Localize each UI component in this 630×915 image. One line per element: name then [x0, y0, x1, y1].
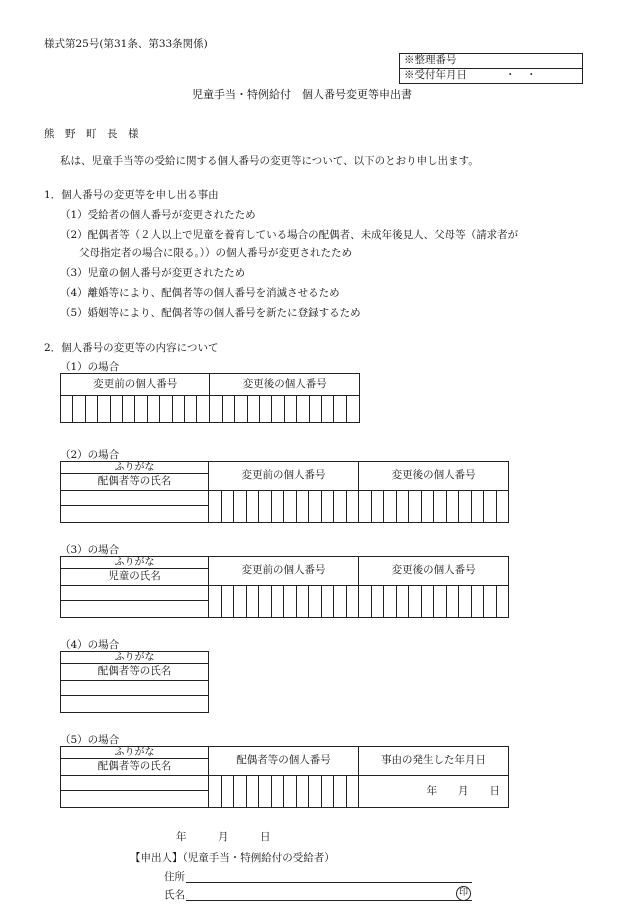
case5-number-header: 配偶者等の個人番号: [209, 747, 359, 776]
digit-cell[interactable]: [321, 396, 333, 423]
digit-cell[interactable]: [221, 586, 234, 618]
case5-date-input[interactable]: [359, 776, 509, 808]
digit-cell[interactable]: [409, 491, 422, 523]
address-input-line[interactable]: [186, 882, 472, 883]
digit-cell[interactable]: [209, 491, 222, 523]
case1-label: （1）の場合: [60, 361, 120, 373]
ref-no-label: ※整理番号: [404, 54, 457, 67]
reason-item-1: （1）受給者の個人番号が変更されたため: [60, 209, 256, 221]
digit-cell[interactable]: [371, 586, 384, 618]
case2-name-header: 配偶者等の氏名: [61, 474, 209, 491]
digit-cell[interactable]: [496, 491, 509, 523]
applicant-heading: 【申出人】（児童手当・特例給付の受給者）: [130, 852, 335, 864]
digit-cell[interactable]: [496, 586, 509, 618]
digit-cell[interactable]: [259, 776, 272, 808]
form-label: 様式第25号(第31条、第33条関係): [44, 38, 208, 50]
digit-cell[interactable]: [135, 396, 147, 423]
case4-furigana-header: ふりがな: [61, 652, 209, 664]
digit-cell[interactable]: [284, 491, 297, 523]
office-use-box: [399, 53, 583, 84]
case2-furigana-header: ふりがな: [61, 462, 209, 474]
digit-cell[interactable]: [247, 396, 259, 423]
digit-cell[interactable]: [259, 586, 272, 618]
digit-cell[interactable]: [321, 491, 334, 523]
digit-cell[interactable]: [459, 491, 472, 523]
case3-furigana-input[interactable]: [61, 586, 209, 601]
case4-table: [60, 651, 209, 713]
case3-name-header: 児童の氏名: [61, 569, 209, 586]
digit-cell[interactable]: [384, 491, 397, 523]
digit-cell[interactable]: [235, 396, 247, 423]
digit-cell[interactable]: [122, 396, 134, 423]
received-date-dots: ・ ・: [505, 69, 537, 82]
case5-furigana-input[interactable]: [61, 776, 209, 791]
ref-no-cell[interactable]: [400, 54, 583, 69]
digit-cell[interactable]: [421, 586, 434, 618]
digit-cell[interactable]: [396, 491, 409, 523]
digit-cell[interactable]: [297, 396, 309, 423]
section1-heading: 1．個人番号の変更等を申し出る事由: [44, 189, 219, 201]
digit-cell[interactable]: [272, 396, 284, 423]
digit-cell[interactable]: [471, 586, 484, 618]
case5-table: [60, 746, 509, 808]
case5-label: （5）の場合: [60, 734, 120, 746]
digit-cell[interactable]: [210, 396, 222, 423]
digit-cell[interactable]: [334, 396, 346, 423]
digit-cell[interactable]: [246, 586, 259, 618]
digit-cell[interactable]: [296, 776, 309, 808]
digit-cell[interactable]: [346, 586, 359, 618]
case5-name-header: 配偶者等の氏名: [61, 759, 209, 776]
case4-name-input[interactable]: [61, 696, 209, 713]
case3-name-input[interactable]: [61, 601, 209, 618]
digit-cell[interactable]: [359, 586, 372, 618]
digit-cell[interactable]: [271, 586, 284, 618]
digit-cell[interactable]: [221, 491, 234, 523]
case4-label: （4）の場合: [60, 639, 120, 651]
digit-cell[interactable]: [221, 776, 234, 808]
application-date: 年 月 日: [176, 831, 271, 843]
received-date-cell[interactable]: [400, 69, 583, 84]
digit-cell[interactable]: [371, 491, 384, 523]
digit-cell[interactable]: [471, 491, 484, 523]
digit-cell[interactable]: [284, 396, 296, 423]
digit-cell[interactable]: [234, 491, 247, 523]
digit-cell[interactable]: [446, 586, 459, 618]
addressee: 熊 野 町 長 様: [44, 128, 139, 140]
digit-cell[interactable]: [284, 586, 297, 618]
case3-furigana-header: ふりがな: [61, 557, 209, 569]
case2-label: （2）の場合: [60, 449, 120, 461]
digit-cell[interactable]: [296, 586, 309, 618]
digit-cell[interactable]: [346, 491, 359, 523]
reason-item-2: （2）配偶者等（２人以上で児童を養育している場合の配偶者、未成年後見人、父母等（請求者が: [60, 229, 519, 241]
digit-cell[interactable]: [384, 586, 397, 618]
case2-name-input[interactable]: [61, 506, 209, 523]
digit-cell[interactable]: [234, 586, 247, 618]
case3-before-header: 変更前の個人番号: [209, 557, 359, 586]
digit-cell[interactable]: [172, 396, 184, 423]
case2-table: [60, 461, 509, 523]
reason-item-3: （3）児童の個人番号が変更されたため: [60, 267, 246, 279]
digit-cell[interactable]: [110, 396, 122, 423]
digit-cell[interactable]: [446, 491, 459, 523]
reason-item-2-cont: 父母指定者の場合に限る。））の個人番号が変更されたため: [79, 247, 352, 259]
digit-cell[interactable]: [359, 491, 372, 523]
digit-cell[interactable]: [259, 491, 272, 523]
received-label: ※受付年月日: [404, 69, 467, 82]
case3-table: [60, 556, 509, 618]
digit-cell[interactable]: [184, 396, 196, 423]
digit-cell[interactable]: [296, 491, 309, 523]
digit-cell[interactable]: [209, 586, 222, 618]
digit-cell[interactable]: [284, 776, 297, 808]
digit-cell[interactable]: [73, 396, 85, 423]
digit-cell[interactable]: [421, 491, 434, 523]
digit-cell[interactable]: [222, 396, 234, 423]
digit-cell[interactable]: [246, 491, 259, 523]
digit-cell[interactable]: [334, 776, 347, 808]
digit-cell[interactable]: [234, 776, 247, 808]
digit-cell[interactable]: [484, 586, 497, 618]
case1-table: [60, 373, 360, 423]
digit-cell[interactable]: [209, 776, 222, 808]
digit-cell[interactable]: [309, 586, 322, 618]
digit-cell[interactable]: [197, 396, 210, 423]
case4-name-header: 配偶者等の氏名: [61, 664, 209, 681]
digit-cell[interactable]: [484, 491, 497, 523]
case1-before-header: 変更前の個人番号: [61, 374, 210, 396]
case5-date-placeholder: 年 月 日: [426, 784, 501, 797]
case2-furigana-input[interactable]: [61, 491, 209, 506]
case5-name-input[interactable]: [61, 791, 209, 808]
digit-cell[interactable]: [321, 776, 334, 808]
case1-after-header: 変更後の個人番号: [210, 374, 360, 396]
name-label: 氏名: [164, 889, 185, 901]
digit-cell[interactable]: [160, 396, 172, 423]
digit-cell[interactable]: [61, 396, 73, 423]
digit-cell[interactable]: [259, 396, 271, 423]
case4-furigana-input[interactable]: [61, 681, 209, 696]
case5-date-header: 事由の発生した年月日: [359, 747, 509, 776]
address-label: 住所: [164, 871, 185, 883]
name-input-line[interactable]: [186, 900, 472, 901]
section2-heading: 2．個人番号の変更等の内容について: [44, 342, 219, 354]
document-title: 児童手当・特例給付 個人番号変更等申出書: [192, 88, 412, 101]
reason-item-5: （5）婚姻等により、配偶者等の個人番号を新たに登録するため: [60, 307, 361, 319]
digit-cell[interactable]: [321, 586, 334, 618]
digit-cell[interactable]: [246, 776, 259, 808]
digit-cell[interactable]: [147, 396, 159, 423]
reason-item-4: （4）離婚等により、配偶者等の個人番号を消滅させるため: [60, 287, 340, 299]
digit-cell[interactable]: [346, 776, 359, 808]
digit-cell[interactable]: [434, 491, 447, 523]
digit-cell[interactable]: [334, 491, 347, 523]
digit-cell[interactable]: [334, 586, 347, 618]
case2-before-header: 変更前の個人番号: [209, 462, 359, 491]
case2-after-header: 変更後の個人番号: [359, 462, 509, 491]
digit-cell[interactable]: [271, 491, 284, 523]
digit-cell[interactable]: [309, 491, 322, 523]
case3-after-header: 変更後の個人番号: [359, 557, 509, 586]
case3-label: （3）の場合: [60, 544, 120, 556]
digit-cell[interactable]: [409, 586, 422, 618]
intro-text: 私は、児童手当等の受給に関する個人番号の変更等について、以下のとおり申し出ます。: [60, 155, 479, 167]
digit-cell[interactable]: [309, 396, 321, 423]
digit-cell[interactable]: [309, 776, 322, 808]
digit-cell[interactable]: [396, 586, 409, 618]
digit-cell[interactable]: [459, 586, 472, 618]
digit-cell[interactable]: [346, 396, 359, 423]
seal-mark: 印: [456, 886, 471, 901]
digit-cell[interactable]: [434, 586, 447, 618]
digit-cell[interactable]: [85, 396, 97, 423]
case1-digit-row: [61, 396, 360, 423]
digit-cell[interactable]: [98, 396, 110, 423]
case5-furigana-header: ふりがな: [61, 747, 209, 759]
digit-cell[interactable]: [271, 776, 284, 808]
